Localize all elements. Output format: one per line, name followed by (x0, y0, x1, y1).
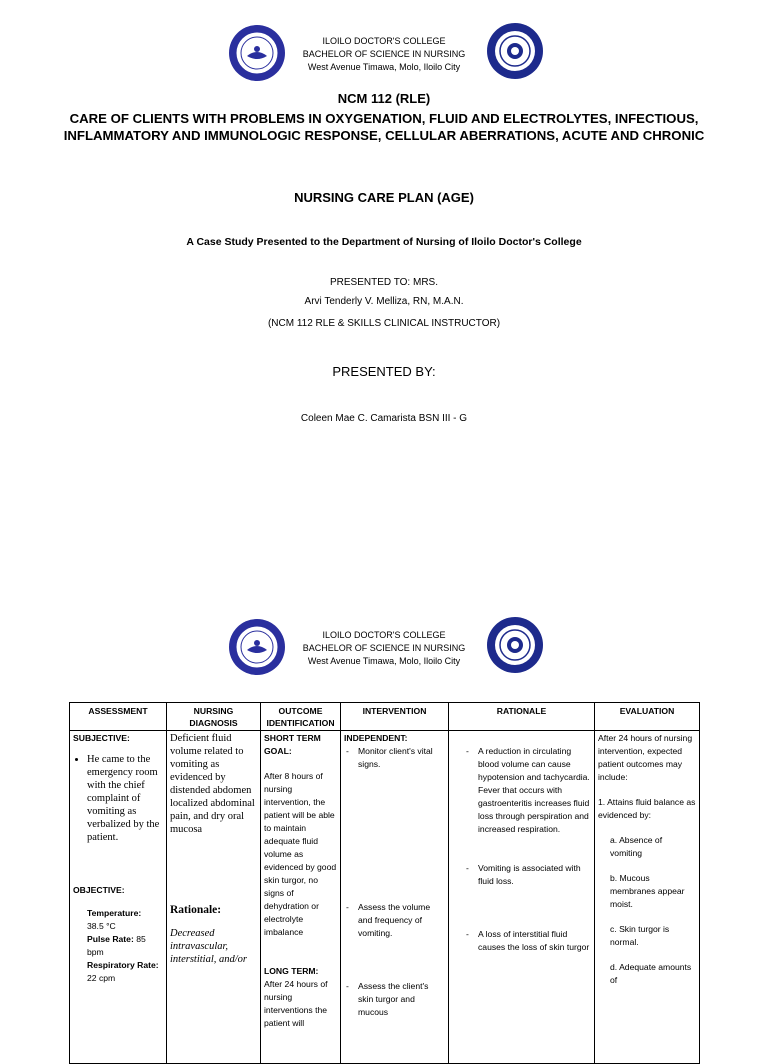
temperature-label: Temperature: (87, 908, 142, 918)
rationale-item: - A loss of interstitial fluid causes the loss of skin turgor (478, 928, 591, 954)
table-row (70, 731, 700, 1064)
temperature-value: 38.5 °C (87, 921, 116, 931)
long-term-goal-text: After 24 hours of nursing interventions the patient will (264, 979, 328, 1028)
objective-label: OBJECTIVE: (73, 885, 125, 895)
rationale-item: - A reduction in circulating blood volume can cause hypotension and tachycardia. Fever that occurs with gastroenteritis increases fluid loss through perspiration and increased respiration. (478, 745, 591, 836)
plan-title: NURSING CARE PLAN (AGE) (294, 190, 474, 205)
college-header-top (0, 22, 768, 86)
diagnosis-cell (167, 731, 261, 1064)
respiratory-value: 22 cpm (87, 973, 116, 983)
college-address: West Avenue Timawa, Molo, Iloilo City (307, 62, 461, 72)
instructor-name: Arvi Tenderly V. Melliza, RN, M.A.N. (304, 296, 464, 307)
diagnosis-rationale-text: Decreased intravascular, interstitial, and/or (170, 928, 248, 965)
intervention-item: - Monitor client's vital signs. (358, 745, 445, 771)
header-outcome-identification: OUTCOME IDENTIFICATION (261, 703, 341, 731)
evaluation-point-1: 1. Attains fluid balance as evidenced by: (598, 797, 696, 820)
college-name: ILOILO DOCTOR'S COLLEGE (322, 630, 446, 640)
program-name: BACHELOR OF SCIENCE IN NURSING (302, 49, 466, 59)
rationale-item: - Vomiting is associated with fluid loss. (478, 862, 591, 888)
student-name: Coleen Mae C. Camarista BSN III - G (300, 413, 468, 424)
table-header-row (70, 703, 700, 731)
instructor-role: (NCM 112 RLE & SKILLS CLINICAL INSTRUCTOR) (267, 318, 501, 329)
nursing-seal-right-icon (486, 616, 544, 674)
outcome-cell (261, 731, 341, 1064)
header-rationale: RATIONALE (449, 703, 595, 731)
pulse-value: 85 bpm (87, 934, 146, 957)
evaluation-item-a: a. Absence of vomiting (610, 835, 663, 858)
header-assessment: ASSESSMENT (70, 703, 167, 731)
evaluation-item-b: b. Mucous membranes appear moist. (610, 873, 685, 909)
diagnosis-rationale-label: Rationale: (170, 904, 222, 916)
evaluation-item-d: d. Adequate amounts of (610, 962, 692, 985)
rationale-cell (449, 731, 595, 1064)
college-header-second (0, 616, 768, 680)
course-title: CARE OF CLIENTS WITH PROBLEMS IN OXYGENATION, FLUID AND ELECTROLYTES, INFECTIOUS, INFLAMMATORY AND IMMUNOLOGIC RESPONSE, CELLULAR ABERRATIONS, ACUTE AND CHRONIC (63, 111, 705, 143)
subjective-text: • He came to the emergency room with the chief complaint of vomiting as verbalized by the patient. (87, 753, 163, 844)
pulse-label: Pulse Rate: (87, 934, 134, 944)
evaluation-cell (595, 731, 700, 1064)
short-term-goal-label: SHORT TERM GOAL: (264, 733, 321, 756)
college-address: West Avenue Timawa, Molo, Iloilo City (307, 656, 461, 666)
assessment-cell (70, 731, 167, 1064)
nursing-care-plan-table (69, 702, 700, 1064)
header-evaluation: EVALUATION (595, 703, 700, 731)
program-name: BACHELOR OF SCIENCE IN NURSING (302, 643, 466, 653)
header-nursing-diagnosis: NURSING DIAGNOSIS (167, 703, 261, 731)
independent-label: INDEPENDENT: (344, 733, 408, 743)
respiratory-label: Respiratory Rate: (87, 960, 159, 970)
intervention-item: - Assess the volume and frequency of vomiting. (358, 901, 445, 940)
evaluation-intro: After 24 hours of nursing intervention, expected patient outcomes may include: (598, 733, 693, 782)
intervention-item: - Assess the client's skin turgor and mucous (358, 980, 445, 1019)
nursing-seal-right-icon (486, 22, 544, 80)
evaluation-item-c: c. Skin turgor is normal. (610, 924, 670, 947)
long-term-goal-label: LONG TERM: (264, 966, 319, 976)
case-study-line: A Case Study Presented to the Department of Nursing of Iloilo Doctor's College (186, 236, 582, 248)
diagnosis-text: Deficient fluid volume related to vomiting as evidenced by distended abdomen localized abdominal pain, and dry oral mucosa (170, 733, 255, 835)
college-name: ILOILO DOCTOR'S COLLEGE (322, 36, 446, 46)
header-intervention: INTERVENTION (341, 703, 449, 731)
presented-to: PRESENTED TO: MRS. (330, 277, 438, 288)
short-term-goal-text: After 8 hours of nursing intervention, the patient will be able to maintain adequate fluid volume as evidenced by good skin turgor, no signs of dehydration or electrolyte imbalance (264, 771, 337, 937)
subjective-label: SUBJECTIVE: (73, 733, 130, 743)
presented-by: PRESENTED BY: (332, 364, 436, 379)
course-code: NCM 112 (RLE) (337, 91, 431, 106)
intervention-cell (341, 731, 449, 1064)
